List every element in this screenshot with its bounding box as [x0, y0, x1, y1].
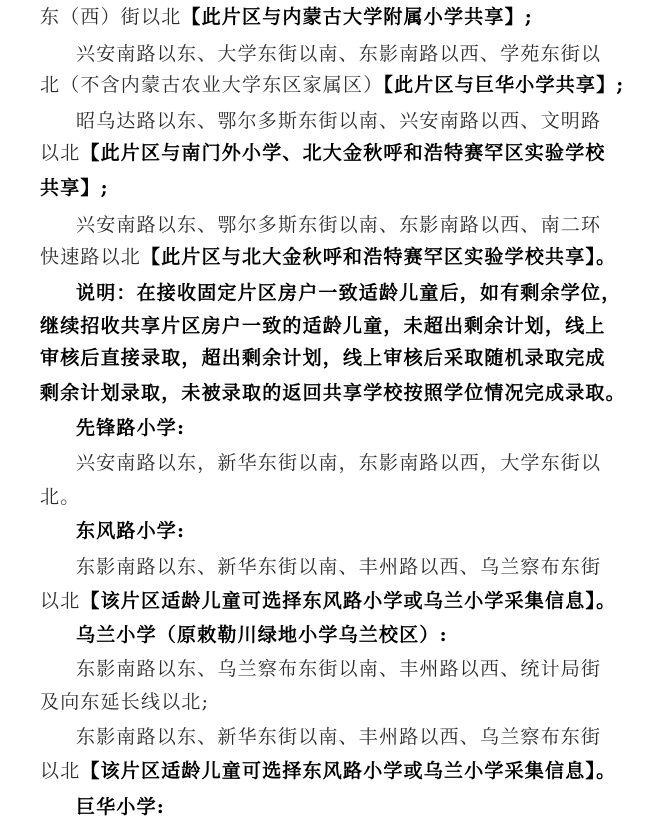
line-bold-text: 说明：在接收固定片区房户一致适龄儿童后，如有剩余学位， — [76, 282, 622, 304]
text-line — [0, 212, 666, 238]
line-text: 东影南路以东、乌兰察布东街以南、丰州路以西、统计局街 — [76, 658, 602, 680]
line-bold-text: 审核后直接录取，超出剩余计划，线上审核后采取随机录取完成 — [40, 347, 606, 369]
line-text: 昭乌达路以东、鄂尔多斯东街以南、兴安南路以西、文明路 — [76, 110, 602, 132]
line-text: 以北 — [40, 760, 81, 782]
text-line — [0, 41, 666, 67]
section-heading — [0, 518, 666, 544]
line-bold-text: 剩余计划录取，未被录取的返回共享学校按照学位情况完成录取。 — [40, 382, 626, 404]
text-line — [0, 4, 666, 30]
text-line — [0, 656, 666, 682]
line-bold-text: 【该片区适龄儿童可选择东风路小学或乌兰小学采集信息】。 — [80, 760, 617, 782]
text-line — [0, 345, 666, 371]
text-line — [0, 450, 666, 476]
line-bold-text: 【该片区适龄儿童可选择东风路小学或乌兰小学采集信息】。 — [80, 590, 617, 612]
text-line — [0, 484, 666, 510]
text-line — [0, 140, 666, 166]
line-bold-text: 【此片区与巨华小学共享】; — [383, 74, 625, 96]
line-bold-text: 继续招收共享片区房户一致的适龄儿童，未超出剩余计划，线上 — [40, 315, 606, 337]
text-line — [0, 72, 666, 98]
line-text: 北（不含内蒙古农业大学东区家属区） — [40, 74, 384, 96]
line-text: 及向东延长线以北; — [40, 691, 210, 713]
line-text: 快速路以北 — [40, 246, 142, 268]
text-line — [0, 108, 666, 134]
section-heading — [0, 622, 666, 648]
school-heading: 先锋路小学: — [76, 417, 186, 439]
text-line — [0, 380, 666, 406]
text-line — [0, 588, 666, 614]
line-text: 东（西）街以北 — [40, 6, 182, 28]
line-bold-text: 共享】; — [40, 177, 109, 199]
line-bold-text: 【此片区与南门外小学、北大金秋呼和浩特赛罕区实验学校 — [80, 142, 606, 164]
school-heading: 乌兰小学（原敕勒川绿地小学乌兰校区）: — [76, 624, 448, 646]
text-line — [0, 554, 666, 580]
text-line — [0, 724, 666, 750]
line-text: 以北 — [40, 142, 81, 164]
text-line — [0, 175, 666, 201]
line-bold-text: 【此片区与北大金秋呼和浩特赛罕区实验学校共享】。 — [141, 246, 617, 268]
line-text: 兴安南路以东，新华东街以南，东影南路以西，大学东街以 — [76, 452, 602, 474]
section-heading — [0, 415, 666, 441]
line-text: 以北 — [40, 590, 81, 612]
line-text: 北。 — [40, 486, 81, 508]
line-text: 兴安南路以东、鄂尔多斯东街以南、东影南路以西、南二环 — [76, 214, 602, 236]
line-text: 东影南路以东、新华东街以南、丰州路以西、乌兰察布东街 — [76, 726, 602, 748]
line-text: 兴安南路以东、大学东街以南、东影南路以西、学苑东街以 — [76, 43, 602, 65]
text-line — [0, 313, 666, 339]
text-line — [0, 758, 666, 784]
school-heading: 巨华小学: — [76, 796, 166, 818]
school-heading: 东风路小学: — [76, 520, 186, 542]
section-heading — [0, 794, 666, 820]
line-bold-text: 【此片区与内蒙古大学附属小学共享】; — [181, 6, 534, 28]
text-line — [0, 689, 666, 715]
text-line — [0, 280, 666, 306]
text-line — [0, 244, 666, 270]
line-text: 东影南路以东、新华东街以南、丰州路以西、乌兰察布东街 — [76, 556, 602, 578]
